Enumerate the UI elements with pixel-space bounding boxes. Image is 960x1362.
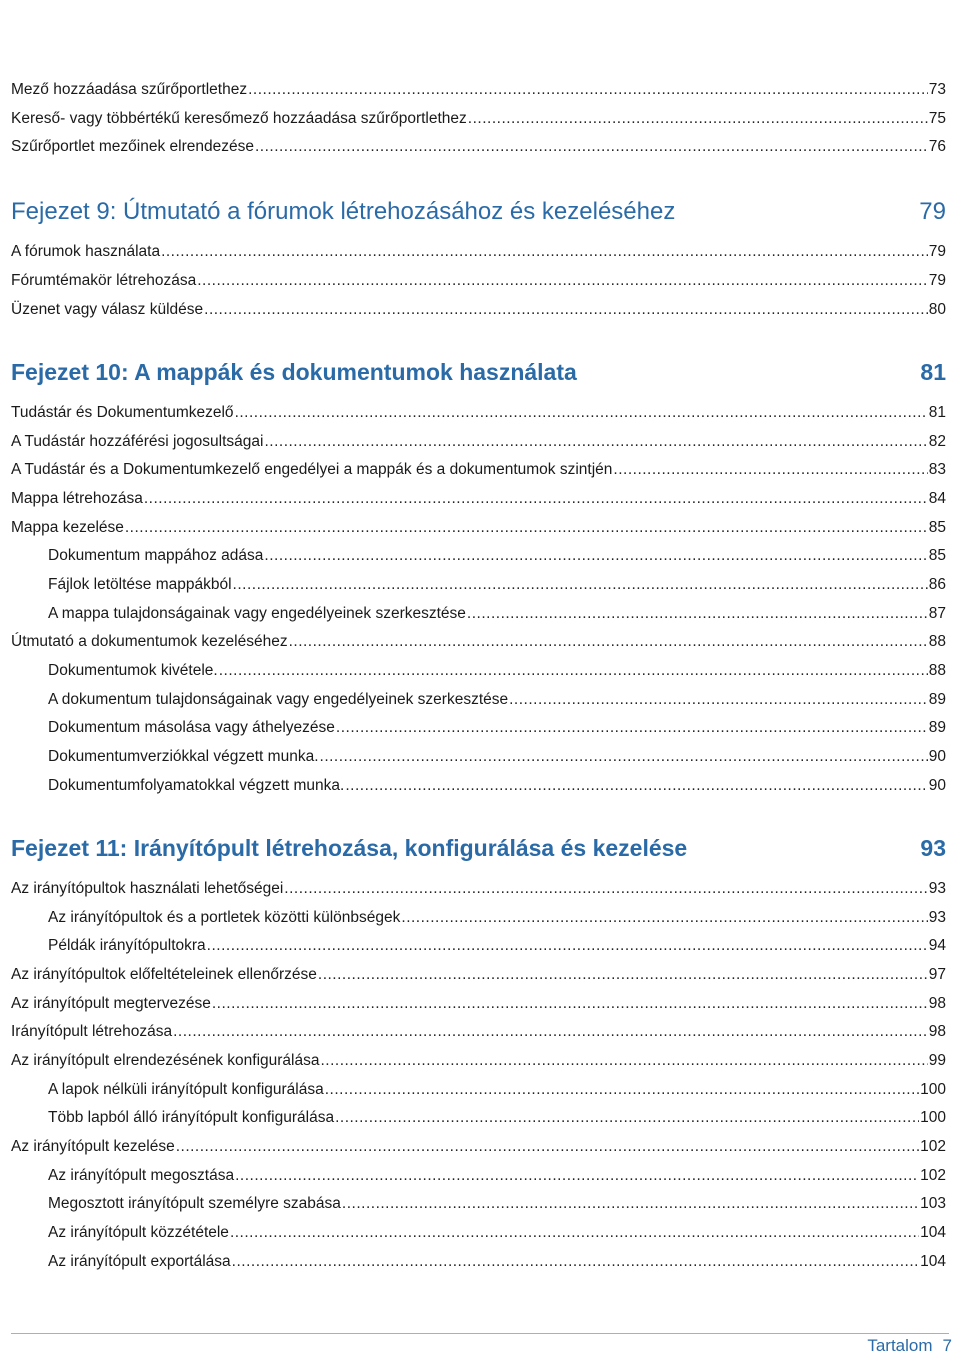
page-footer [867, 1336, 952, 1356]
toc-entry[interactable] [11, 631, 946, 653]
toc-entry-page: 76 [928, 138, 946, 155]
chapter-title: Fejezet 10: A mappák és dokumentumok használata [11, 359, 577, 385]
toc-entry-page: 89 [928, 691, 946, 708]
chapter-page: 93 [920, 835, 946, 861]
toc-entry-title: A Tudástár és a Dokumentumkezelő engedélyei a mappák és a dokumentumok szintjén [11, 461, 613, 478]
toc-subentry[interactable] [11, 545, 946, 567]
toc-entry-page: 104 [920, 1253, 946, 1270]
chapter-heading[interactable] [11, 355, 946, 389]
toc-entry-page: 90 [928, 748, 946, 765]
toc-entry-page: 103 [920, 1195, 946, 1212]
toc-entry-title: Az irányítópult elrendezésének konfigurálása [11, 1052, 320, 1069]
toc-entry-page: 100 [920, 1081, 946, 1098]
toc-entry-page: 97 [928, 966, 946, 983]
toc-entry-page: 81 [928, 404, 946, 421]
footer-page-number: 7 [942, 1336, 952, 1355]
toc-entry-title: Az irányítópult exportálása [48, 1253, 231, 1270]
toc-entry-page: 89 [928, 719, 946, 736]
footer-divider [11, 1333, 949, 1334]
toc-entry-page: 87 [928, 605, 946, 622]
toc-entry[interactable] [11, 241, 946, 263]
toc-entry-title: Kereső- vagy többértékű keresőmező hozzáadása szűrőportlethez [11, 110, 467, 127]
chapter-heading[interactable] [11, 831, 946, 865]
toc-entry-title: Az irányítópult megosztása [48, 1167, 235, 1184]
chapter-heading[interactable] [11, 195, 946, 229]
chapter-page: 79 [919, 198, 946, 225]
chapter-page: 81 [920, 359, 946, 385]
toc-subentry[interactable] [11, 1165, 946, 1187]
toc-entry-title: A Tudástár hozzáférési jogosultságai [11, 433, 264, 450]
toc-subentry[interactable] [11, 1193, 946, 1215]
toc-entry[interactable] [11, 402, 946, 424]
toc-subentry[interactable] [11, 1107, 946, 1129]
footer-section-label: Tartalom [867, 1336, 933, 1355]
toc-subentry[interactable] [11, 603, 946, 625]
toc-entry-title: Példák irányítópultokra [48, 937, 206, 954]
toc-entry-page: 85 [928, 519, 946, 536]
toc-entry-title: Tudástár és Dokumentumkezelő [11, 404, 234, 421]
toc-entry-title: Útmutató a dokumentumok kezeléséhez [11, 633, 288, 650]
toc-entry-page: 102 [920, 1138, 946, 1155]
toc-entry-title: Az irányítópult megtervezése [11, 995, 211, 1012]
toc-entry-title: Az irányítópultok használati lehetőségei [11, 880, 284, 897]
toc-entry-title: Mappa kezelése [11, 519, 124, 536]
toc-entry-page: 84 [928, 490, 946, 507]
toc-entry-page: 75 [928, 110, 946, 127]
toc-subentry[interactable] [11, 775, 946, 797]
toc-subentry[interactable] [11, 574, 946, 596]
toc-entry-page: 88 [928, 633, 946, 650]
toc-entry-title: Az irányítópultok előfeltételeinek ellenőrzése [11, 966, 317, 983]
toc-entry[interactable] [11, 431, 946, 453]
toc-entry-title: Mappa létrehozása [11, 490, 143, 507]
toc-entry-title: A fórumok használata [11, 243, 161, 260]
toc-entry[interactable] [11, 299, 946, 321]
toc-entry[interactable] [11, 1050, 946, 1072]
toc-entry-title: Irányítópult létrehozása [11, 1023, 173, 1040]
toc-entry-page: 79 [928, 243, 946, 260]
toc-entry-page: 93 [928, 880, 946, 897]
toc-entry-title: Dokumentum másolása vagy áthelyezése [48, 719, 335, 736]
toc-subentry[interactable] [11, 935, 946, 957]
toc-entry[interactable] [11, 517, 946, 539]
toc-entry-title: Az irányítópult kezelése [11, 1138, 175, 1155]
toc-entry-page: 99 [928, 1052, 946, 1069]
toc-entry[interactable] [11, 108, 946, 130]
toc-entry-page: 94 [928, 937, 946, 954]
toc-entry-title: Az irányítópultok és a portletek közötti különbségek [48, 909, 401, 926]
toc-subentry[interactable] [11, 1222, 946, 1244]
toc-entry-title: Dokumentumok kivétele. [48, 662, 218, 679]
toc-entry-page: 93 [928, 909, 946, 926]
chapter-title: Fejezet 9: Útmutató a fórumok létrehozásához és kezeléséhez [11, 198, 676, 225]
toc-entry[interactable] [11, 1021, 946, 1043]
toc-entry-title: Több lapból álló irányítópult konfigurálása [48, 1109, 335, 1126]
toc-entry[interactable] [11, 993, 946, 1015]
toc-entry-title: Mező hozzáadása szűrőportlethez [11, 81, 248, 98]
toc-subentry[interactable] [11, 907, 946, 929]
toc-entry-title: Dokumentum mappához adása [48, 547, 264, 564]
toc-entry-title: Dokumentumfolyamatokkal végzett munka. [48, 777, 345, 794]
toc-entry-page: 85 [928, 547, 946, 564]
toc-entry[interactable] [11, 488, 946, 510]
toc-entry-title: Dokumentumverziókkal végzett munka. [48, 748, 319, 765]
toc-entry-title: Az irányítópult közzététele [48, 1224, 229, 1241]
toc-subentry[interactable] [11, 746, 946, 768]
toc-entry[interactable] [11, 459, 946, 481]
toc-entry-page: 83 [928, 461, 946, 478]
toc-entry-title: A dokumentum tulajdonságainak vagy engedélyeinek szerkesztése [48, 691, 509, 708]
toc-subentry[interactable] [11, 660, 946, 682]
toc-entry-page: 104 [920, 1224, 946, 1241]
chapter-title: Fejezet 11: Irányítópult létrehozása, konfigurálása és kezelése [11, 835, 688, 861]
toc-entry[interactable] [11, 79, 946, 101]
toc-entry-title: Üzenet vagy válasz küldése [11, 301, 204, 318]
toc-entry-page: 98 [928, 995, 946, 1012]
toc-entry-page: 86 [928, 576, 946, 593]
toc-subentry[interactable] [11, 1079, 946, 1101]
toc-entry-page: 98 [928, 1023, 946, 1040]
toc-entry[interactable] [11, 136, 946, 158]
toc-subentry[interactable] [11, 1251, 946, 1273]
toc-entry-page: 80 [928, 301, 946, 318]
toc-entry-page: 79 [928, 272, 946, 289]
toc-entry-page: 100 [920, 1109, 946, 1126]
toc-entry[interactable] [11, 964, 946, 986]
toc-entry-page: 88 [928, 662, 946, 679]
toc-subentry[interactable] [11, 717, 946, 739]
toc-entry-title: Megosztott irányítópult személyre szabása [48, 1195, 341, 1212]
toc-entry-title: A lapok nélküli irányítópult konfigurálása [48, 1081, 324, 1098]
toc-entry-title: Szűrőportlet mezőinek elrendezése [11, 138, 254, 155]
toc-entry[interactable] [11, 1136, 946, 1158]
toc-entry-page: 90 [928, 777, 946, 794]
toc-entry-title: A mappa tulajdonságainak vagy engedélyeinek szerkesztése [48, 605, 466, 622]
toc-entry[interactable] [11, 878, 946, 900]
toc-entry-page: 102 [920, 1167, 946, 1184]
toc-entry-page: 82 [928, 433, 946, 450]
toc-entry[interactable] [11, 270, 946, 292]
toc-entry-title: Fájlok letöltése mappákból [48, 576, 232, 593]
toc-entry-page: 73 [928, 81, 946, 98]
toc-entry-title: Fórumtémakör létrehozása [11, 272, 197, 289]
toc-subentry[interactable] [11, 689, 946, 711]
